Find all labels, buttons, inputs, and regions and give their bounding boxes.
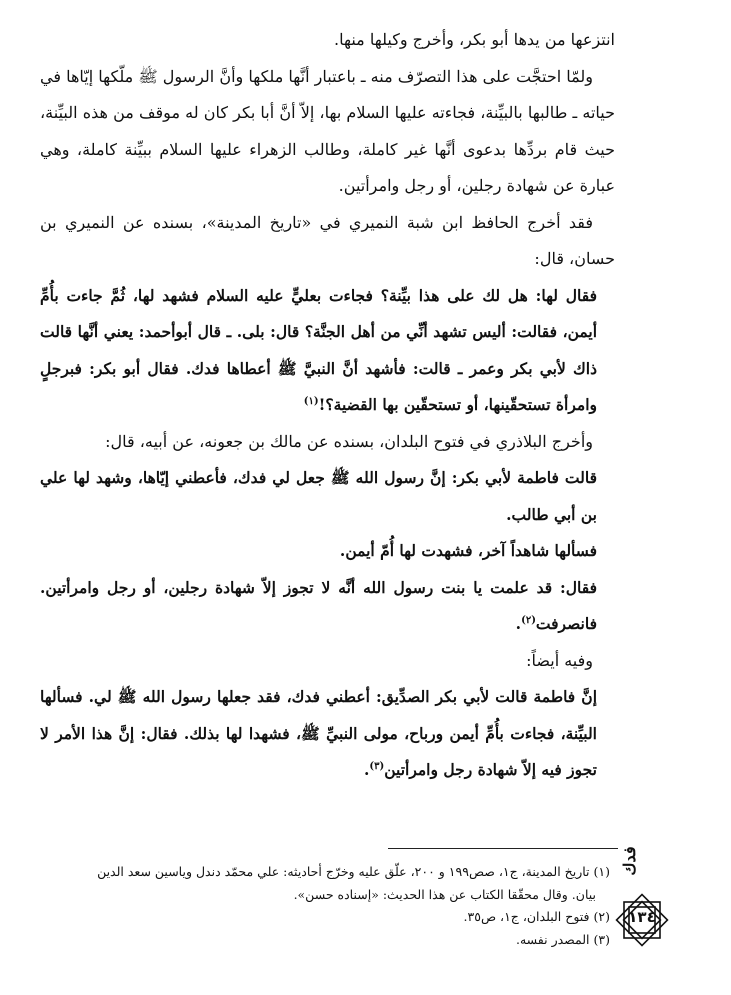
footnote-2: (٢) فتوح البلدان، ج١، ص٣٥. <box>463 909 610 924</box>
footnote-1: (١) تاريخ المدينة، ج١، صص١٩٩ و ٢٠٠، علّق عليه وخرّج أحاديثه: علي محمّد دندل وياسين سعد الدين <box>97 864 610 879</box>
page-body <box>40 22 615 789</box>
quote-2b: فسألها شاهداً آخر، فشهدت لها أُمّ أيمن. <box>339 541 597 560</box>
quote-2c-text: فقال: قد علمت يا بنت رسول الله أنَّه لا تجوز إلاّ شهادة رجلين، أو رجل وامرأتين. فانصرفت <box>40 577 597 633</box>
paragraph-1: انتزعها من يدها أبو بكر، وأخرج وكيلها منها. <box>334 30 615 49</box>
footnote-1-continued: بيان. وقال محقّقا الكتاب عن هذا الحديث: «إسناده حسن». <box>293 886 596 902</box>
quote-1 <box>40 278 615 424</box>
footnote-ref-1: (١) <box>303 395 319 407</box>
quote-2a: قالت فاطمة لأبي بكر: إنَّ رسول الله ﷺ جعل لي فدك، فأعطني إيّاها، وشهد لها علي بن أبي طالب. <box>40 468 597 524</box>
footnotes <box>40 861 610 951</box>
paragraph-2: ولمّا احتجَّت على هذا التصرّف منه ـ باعتبار أنَّها ملكها وأنَّ الرسول ﷺ ملّكها إيّاها في حياته ـ طالبها بالبيِّنة، فجاءته عليها السلام بها، إلاّ أنَّ أبا بكر كان له موقف من هذه البيِّنة، حيث قام بردِّها بدعوى أنَّها غير كاملة، وطالب الزهراء عليها السلام ببيِّنة كاملة، وهي عبارة عن شهادة رجلين، أو رجل وامرأتين. <box>40 66 615 195</box>
ornament-label: فدك <box>620 846 639 876</box>
page-number: ١٣٤ <box>628 908 656 926</box>
paragraph-3: فقد أخرج الحافظ ابن شبة النميري في «تاريخ المدينة»، بسنده عن النميري بن حسان، قال: <box>40 212 615 268</box>
footnote-ref-3: (٣) <box>369 760 385 772</box>
footnote-3: (٣) المصدر نفسه. <box>515 931 610 947</box>
quote-1-text: فقال لها: هل لك على هذا بيِّنة؟ فجاءت بعليٍّ عليه السلام فشهد لها، ثُمَّ جاءت بأُمِّ أيمن، فقالت: أليس تشهد أنِّي من أهل الجنَّة؟ قال: بلى. ـ قال أبوأحمد: يعني أنَّها قالت ذاك لأبي بكر وعمر ـ قالت: فأشهد أنَّ النبيَّ ﷺ أعطاها فدك. فقال أبو بكر: فبرجلٍ وامرأة تستحقّينها، أو تستحقّين بها القضية؟! <box>40 285 597 414</box>
quote-3: إنَّ فاطمة قالت لأبي بكر الصدِّيق: أعطني فدك، فقد جعلها رسول الله ﷺ لي. فسألها البيِّنة، فجاءت بأُمِّ أيمن ورباح، مولى النبيِّ ﷺ، فشهدا لها بذلك. فقال: إنَّ هذا الأمر لا تجوز فيه إلاّ شهادة رجل وامرأتين$^{(٣)}$. <box>40 687 597 779</box>
paragraph-5: وفيه أيضاً: <box>526 650 593 670</box>
paragraph-4: وأخرج البلاذري في فتوح البلدان، بسنده عن مالك بن جعونه، عن أبيه، قال: <box>105 431 593 451</box>
footnote-divider <box>388 848 618 849</box>
fadak-calligraphy-ornament <box>618 836 662 886</box>
quote-2c: فقال: قد علمت يا بنت رسول الله أنَّه لا تجوز إلاّ شهادة رجلين، أو رجل وامرأتين. فانصرفت$^{(٢)}$. <box>40 577 597 633</box>
footnote-ref-2: (٢) <box>521 614 536 626</box>
quote-3-text: إنَّ فاطمة قالت لأبي بكر الصدِّيق: أعطني فدك، فقد جعلها رسول الله ﷺ لي. فسألها البيِّنة، فجاءت بأُمِّ أيمن ورباح، مولى النبيِّ ﷺ، فشهدا لها بذلك. فقال: إنَّ هذا الأمر لا تجوز فيه إلاّ شهادة رجل وامرأتين <box>40 687 597 779</box>
